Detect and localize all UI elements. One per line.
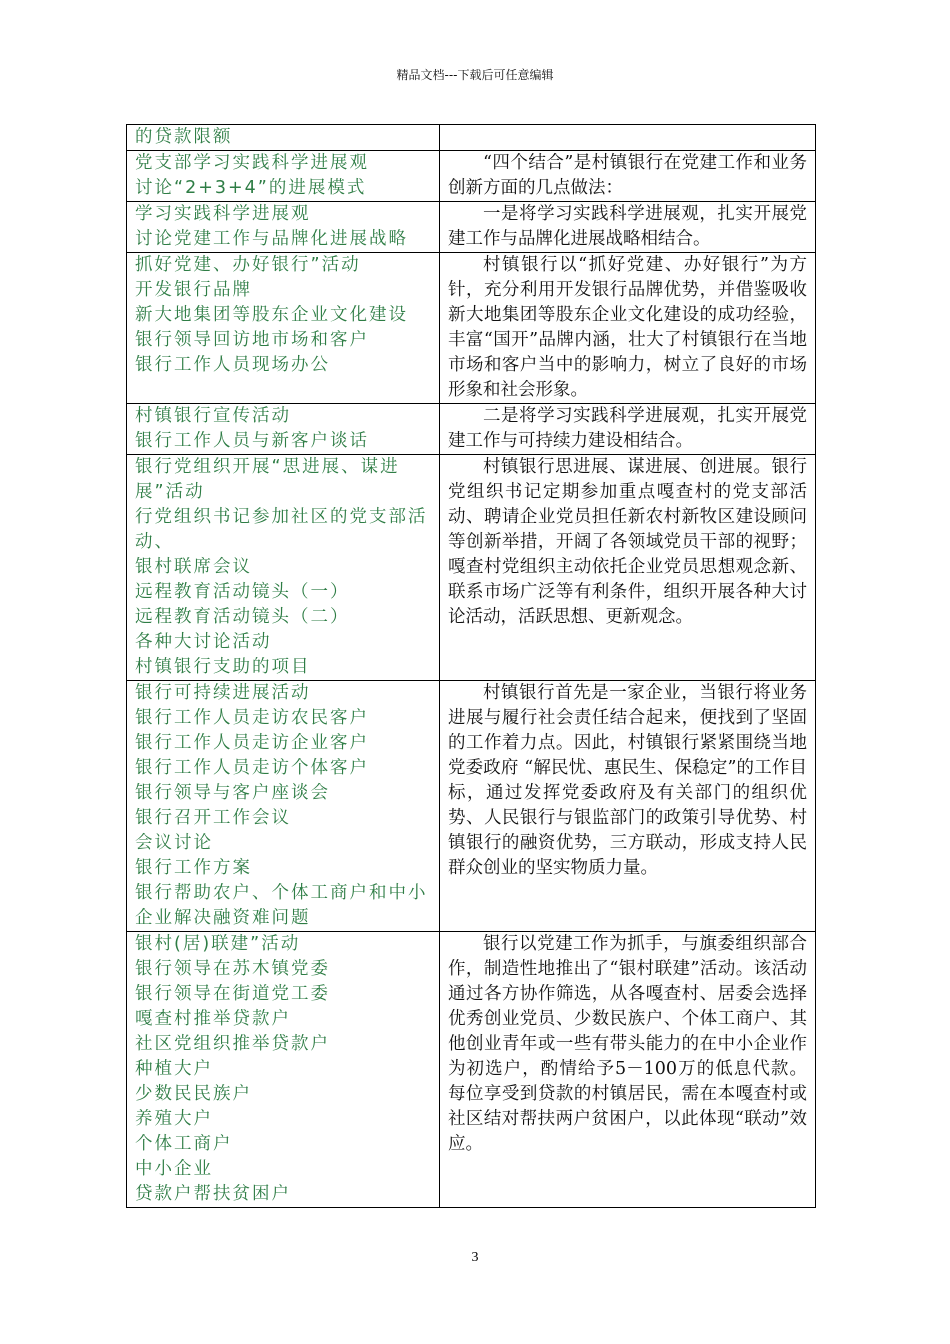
- caption-line: 贷款户帮扶贫困户: [135, 1184, 291, 1204]
- table-row: [127, 125, 816, 151]
- caption-line: 银行党组织开展“思进展、谋进展”活动: [135, 457, 400, 502]
- caption-line: 少数民民族户: [135, 1084, 252, 1104]
- right-cell-description: [440, 151, 816, 202]
- right-cell-description: [440, 681, 816, 932]
- caption-line: 银行工作方案: [135, 858, 252, 878]
- caption-line: 党支部学习实践科学进展观: [135, 153, 369, 173]
- right-cell-description: [440, 404, 816, 455]
- caption-line: 村镇银行支助的项目: [135, 657, 311, 677]
- description-paragraph: “四个结合”是村镇银行在党建工作和业务创新方面的几点做法：: [448, 153, 807, 198]
- caption-line: 银行工作人员走访企业客户: [135, 733, 369, 753]
- caption-line: 银行领导在街道党工委: [135, 984, 330, 1004]
- left-cell-captions: [127, 932, 440, 1208]
- caption-line: 开发银行品牌: [135, 280, 252, 300]
- caption-line: 银行工作人员走访农民客户: [135, 708, 369, 728]
- left-cell-captions: [127, 681, 440, 932]
- description-paragraph: 一是将学习实践科学进展观，扎实开展党建工作与品牌化进展战略相结合。: [448, 204, 807, 249]
- left-cell-captions: [127, 253, 440, 404]
- caption-line: 银行领导与客户座谈会: [135, 783, 330, 803]
- caption-line: 银行工作人员与新客户谈话: [135, 431, 369, 451]
- table-row: [127, 681, 816, 932]
- description-paragraph: 村镇银行思进展、谋进展、创进展。银行党组织书记定期参加重点嘎查村的党支部活动、聘请企业党员担任新农村新牧区建设顾问等创新举措，开阔了各领域党员干部的视野；嘎查村党组织主动依托企业党员思想观念新、联系市场广泛等有利条件，组织开展各种大讨论活动，活跃思想、更新观念。: [448, 457, 807, 627]
- caption-line: 银行工作人员现场办公: [135, 355, 330, 375]
- table-row: [127, 404, 816, 455]
- left-cell-captions: [127, 151, 440, 202]
- caption-line: 抓好党建、办好银行”活动: [135, 255, 361, 275]
- left-cell-captions: [127, 455, 440, 681]
- description-paragraph: 银行以党建工作为抓手，与旗委组织部合作，制造性地推出了“银村联建”活动。该活动通过各方协作筛选，从各嘎查村、居委会选择优秀创业党员、少数民族户、个体工商户、其他创业青年或一些有带头能力的在中小企业作为初选户，酌情给予5－100万的低息代款。每位享受到贷款的村镇居民，需在本嘎查村或社区结对帮扶两户贫困户，以此体现“联动”效应。: [448, 934, 807, 1154]
- caption-line: 各种大讨论活动: [135, 632, 272, 652]
- content-table: [126, 124, 816, 1208]
- caption-line: 新大地集团等股东企业文化建设: [135, 305, 408, 325]
- caption-line: 个体工商户: [135, 1134, 233, 1154]
- caption-line: 种植大户: [135, 1059, 213, 1079]
- table-row: [127, 932, 816, 1208]
- left-cell-captions: [127, 125, 440, 151]
- caption-line: 养殖大户: [135, 1109, 213, 1129]
- right-cell-description: [440, 932, 816, 1208]
- description-paragraph: 村镇银行首先是一家企业，当银行将业务进展与履行社会责任结合起来，便找到了坚固的工作着力点。因此，村镇银行紧紧围绕当地党委政府 “解民忧、惠民生、保稳定”的工作目标，通过发挥党委政府及有关部门的组织优势、人民银行与银监部门的政策引导优势、村镇银行的融资优势，三方联动，形成支持人民群众创业的坚实物质力量。: [448, 683, 807, 878]
- caption-line: 社区党组织推举贷款户: [135, 1034, 330, 1054]
- left-cell-captions: [127, 404, 440, 455]
- caption-line: 行党组织书记参加社区的党支部活动、: [135, 507, 428, 552]
- caption-line: 中小企业: [135, 1159, 213, 1179]
- table-row: [127, 151, 816, 202]
- caption-line: 银村(居)联建”活动: [135, 934, 301, 954]
- description-paragraph: 村镇银行以“抓好党建、办好银行”为方针，充分利用开发银行品牌优势，并借鉴吸收新大地集团等股东企业文化建设的成功经验，丰富“国开”品牌内涵，壮大了村镇银行在当地市场和客户当中的影响力，树立了良好的市场形象和社会形象。: [448, 255, 807, 400]
- caption-line: 讨论党建工作与品牌化进展战略: [135, 229, 408, 249]
- caption-line: 银行召开工作会议: [135, 808, 291, 828]
- description-paragraph: 二是将学习实践科学进展观，扎实开展党建工作与可持续力建设相结合。: [448, 406, 807, 451]
- caption-line: 银行帮助农户、个体工商户和中小企业解决融资难问题: [135, 883, 428, 928]
- page-header: 精品文档---下载后可任意编辑: [396, 68, 554, 82]
- right-cell-description: [440, 455, 816, 681]
- page-number: 3: [471, 1250, 479, 1265]
- caption-line: 的贷款限额: [135, 127, 233, 147]
- caption-line: 银行领导回访地市场和客户: [135, 330, 369, 350]
- caption-line: 银行领导在苏木镇党委: [135, 959, 330, 979]
- table-row: [127, 202, 816, 253]
- caption-line: 银行工作人员走访个体客户: [135, 758, 369, 778]
- caption-line: 讨论“2+3+4”的进展模式: [135, 178, 367, 198]
- caption-line: 学习实践科学进展观: [135, 204, 311, 224]
- caption-line: 村镇银行宣传活动: [135, 406, 291, 426]
- table-row: [127, 455, 816, 681]
- caption-line: 会议讨论: [135, 833, 213, 853]
- caption-line: 远程教育活动镜头（二）: [135, 607, 350, 627]
- caption-line: 远程教育活动镜头（一）: [135, 582, 350, 602]
- right-cell-description: [440, 202, 816, 253]
- table-body: [127, 125, 816, 1208]
- left-cell-captions: [127, 202, 440, 253]
- caption-line: 银行可持续进展活动: [135, 683, 311, 703]
- caption-line: 银村联席会议: [135, 557, 252, 577]
- caption-line: 嘎查村推举贷款户: [135, 1009, 291, 1029]
- table-row: [127, 253, 816, 404]
- right-cell-description: [440, 253, 816, 404]
- right-cell-description: [440, 125, 816, 151]
